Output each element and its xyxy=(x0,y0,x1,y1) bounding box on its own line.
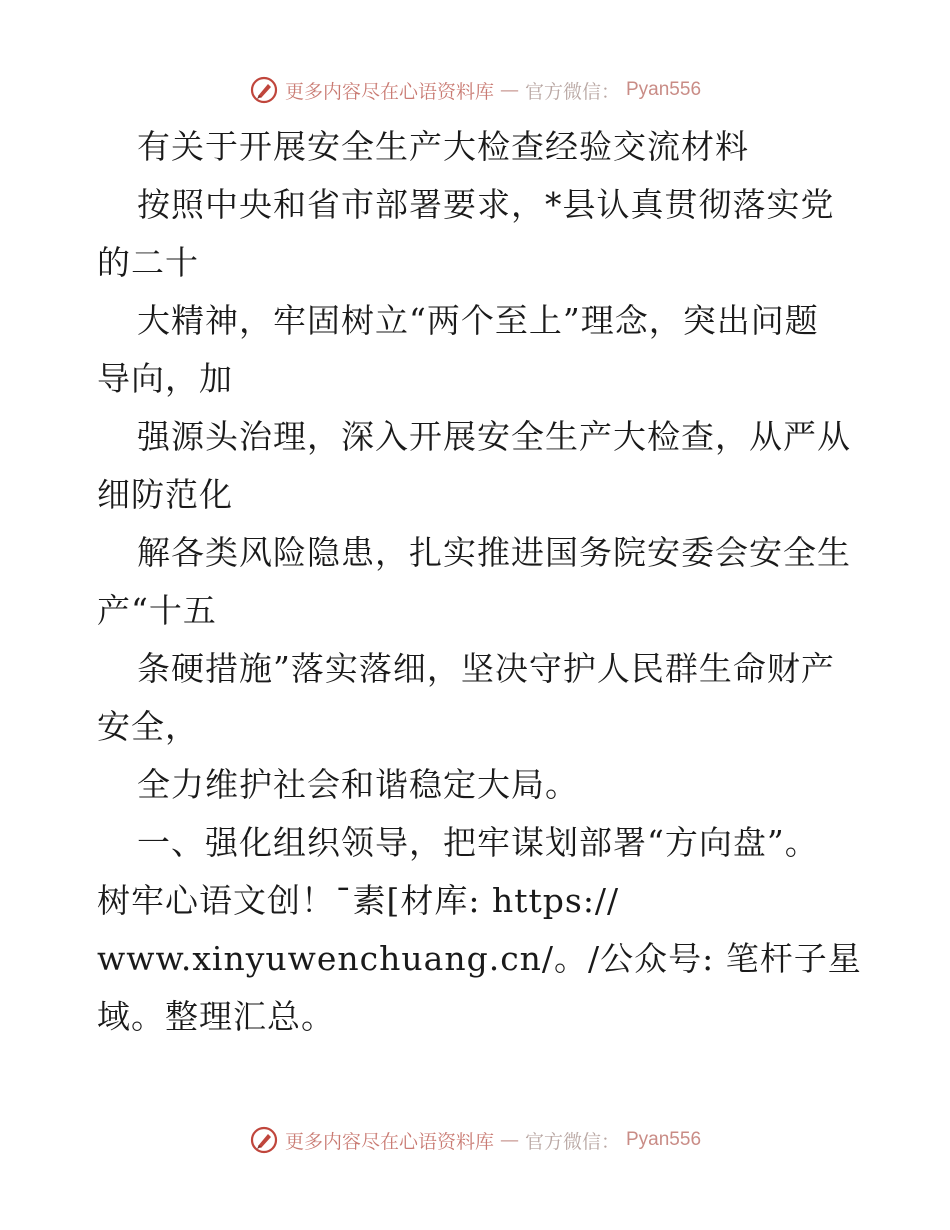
footer-banner xyxy=(0,1120,950,1160)
pen-logo-icon xyxy=(249,1125,279,1155)
paragraph-line: 安全， xyxy=(97,707,199,746)
header-banner-content xyxy=(249,75,701,105)
header-brand-text: 更多内容尽在心语资料库 xyxy=(284,80,494,103)
paragraph-line: 条硬措施”落实落细，坚决守护人民群生命财产 xyxy=(137,649,835,688)
header-wechat-label: 官方微信： xyxy=(524,80,620,103)
paragraph-line: 按照中央和省市部署要求，*县认真贯彻落实党 xyxy=(137,185,835,224)
paragraph-line: 解各类风险隐患，扎实推进国务院安委会安全生 xyxy=(137,533,851,572)
header-wechat-id: Pyan556 xyxy=(626,79,702,100)
paragraph-line: 域。整理汇总。 xyxy=(97,997,335,1036)
paragraph-line: 导向，加 xyxy=(97,359,233,398)
document-title: 有关于开展安全生产大检查经验交流材料 xyxy=(137,127,749,166)
footer-dash: — xyxy=(499,1129,519,1151)
footer-brand-text: 更多内容尽在心语资料库 xyxy=(284,1130,494,1153)
footer-banner-content xyxy=(249,1125,701,1155)
footer-wechat-id: Pyan556 xyxy=(626,1129,702,1150)
paragraph-line: 的二十 xyxy=(97,243,199,282)
paragraph-line: www.xinyuwenchuang.cn/。/公众号: 笔杆子星 xyxy=(97,939,862,978)
pen-logo-icon xyxy=(249,75,279,105)
section-heading: 一、强化组织领导，把牢谋划部署“方向盘”。 xyxy=(137,823,819,862)
document-body xyxy=(97,118,862,1046)
footer-wechat-label: 官方微信： xyxy=(524,1130,620,1153)
paragraph-line: 全力维护社会和谐稳定大局。 xyxy=(137,765,579,804)
paragraph-line: 大精神，牢固树立“两个至上”理念，突出问题 xyxy=(137,301,819,340)
paragraph-line: 强源头治理，深入开展安全生产大检查，从严从 xyxy=(137,417,851,456)
header-banner xyxy=(0,70,950,110)
header-dash: — xyxy=(499,79,519,101)
paragraph-line: 树牢心语文创！¯素[材库: https:// xyxy=(97,881,620,920)
paragraph-line: 细防范化 xyxy=(97,475,233,514)
paragraph-line: 产“十五 xyxy=(97,591,217,630)
